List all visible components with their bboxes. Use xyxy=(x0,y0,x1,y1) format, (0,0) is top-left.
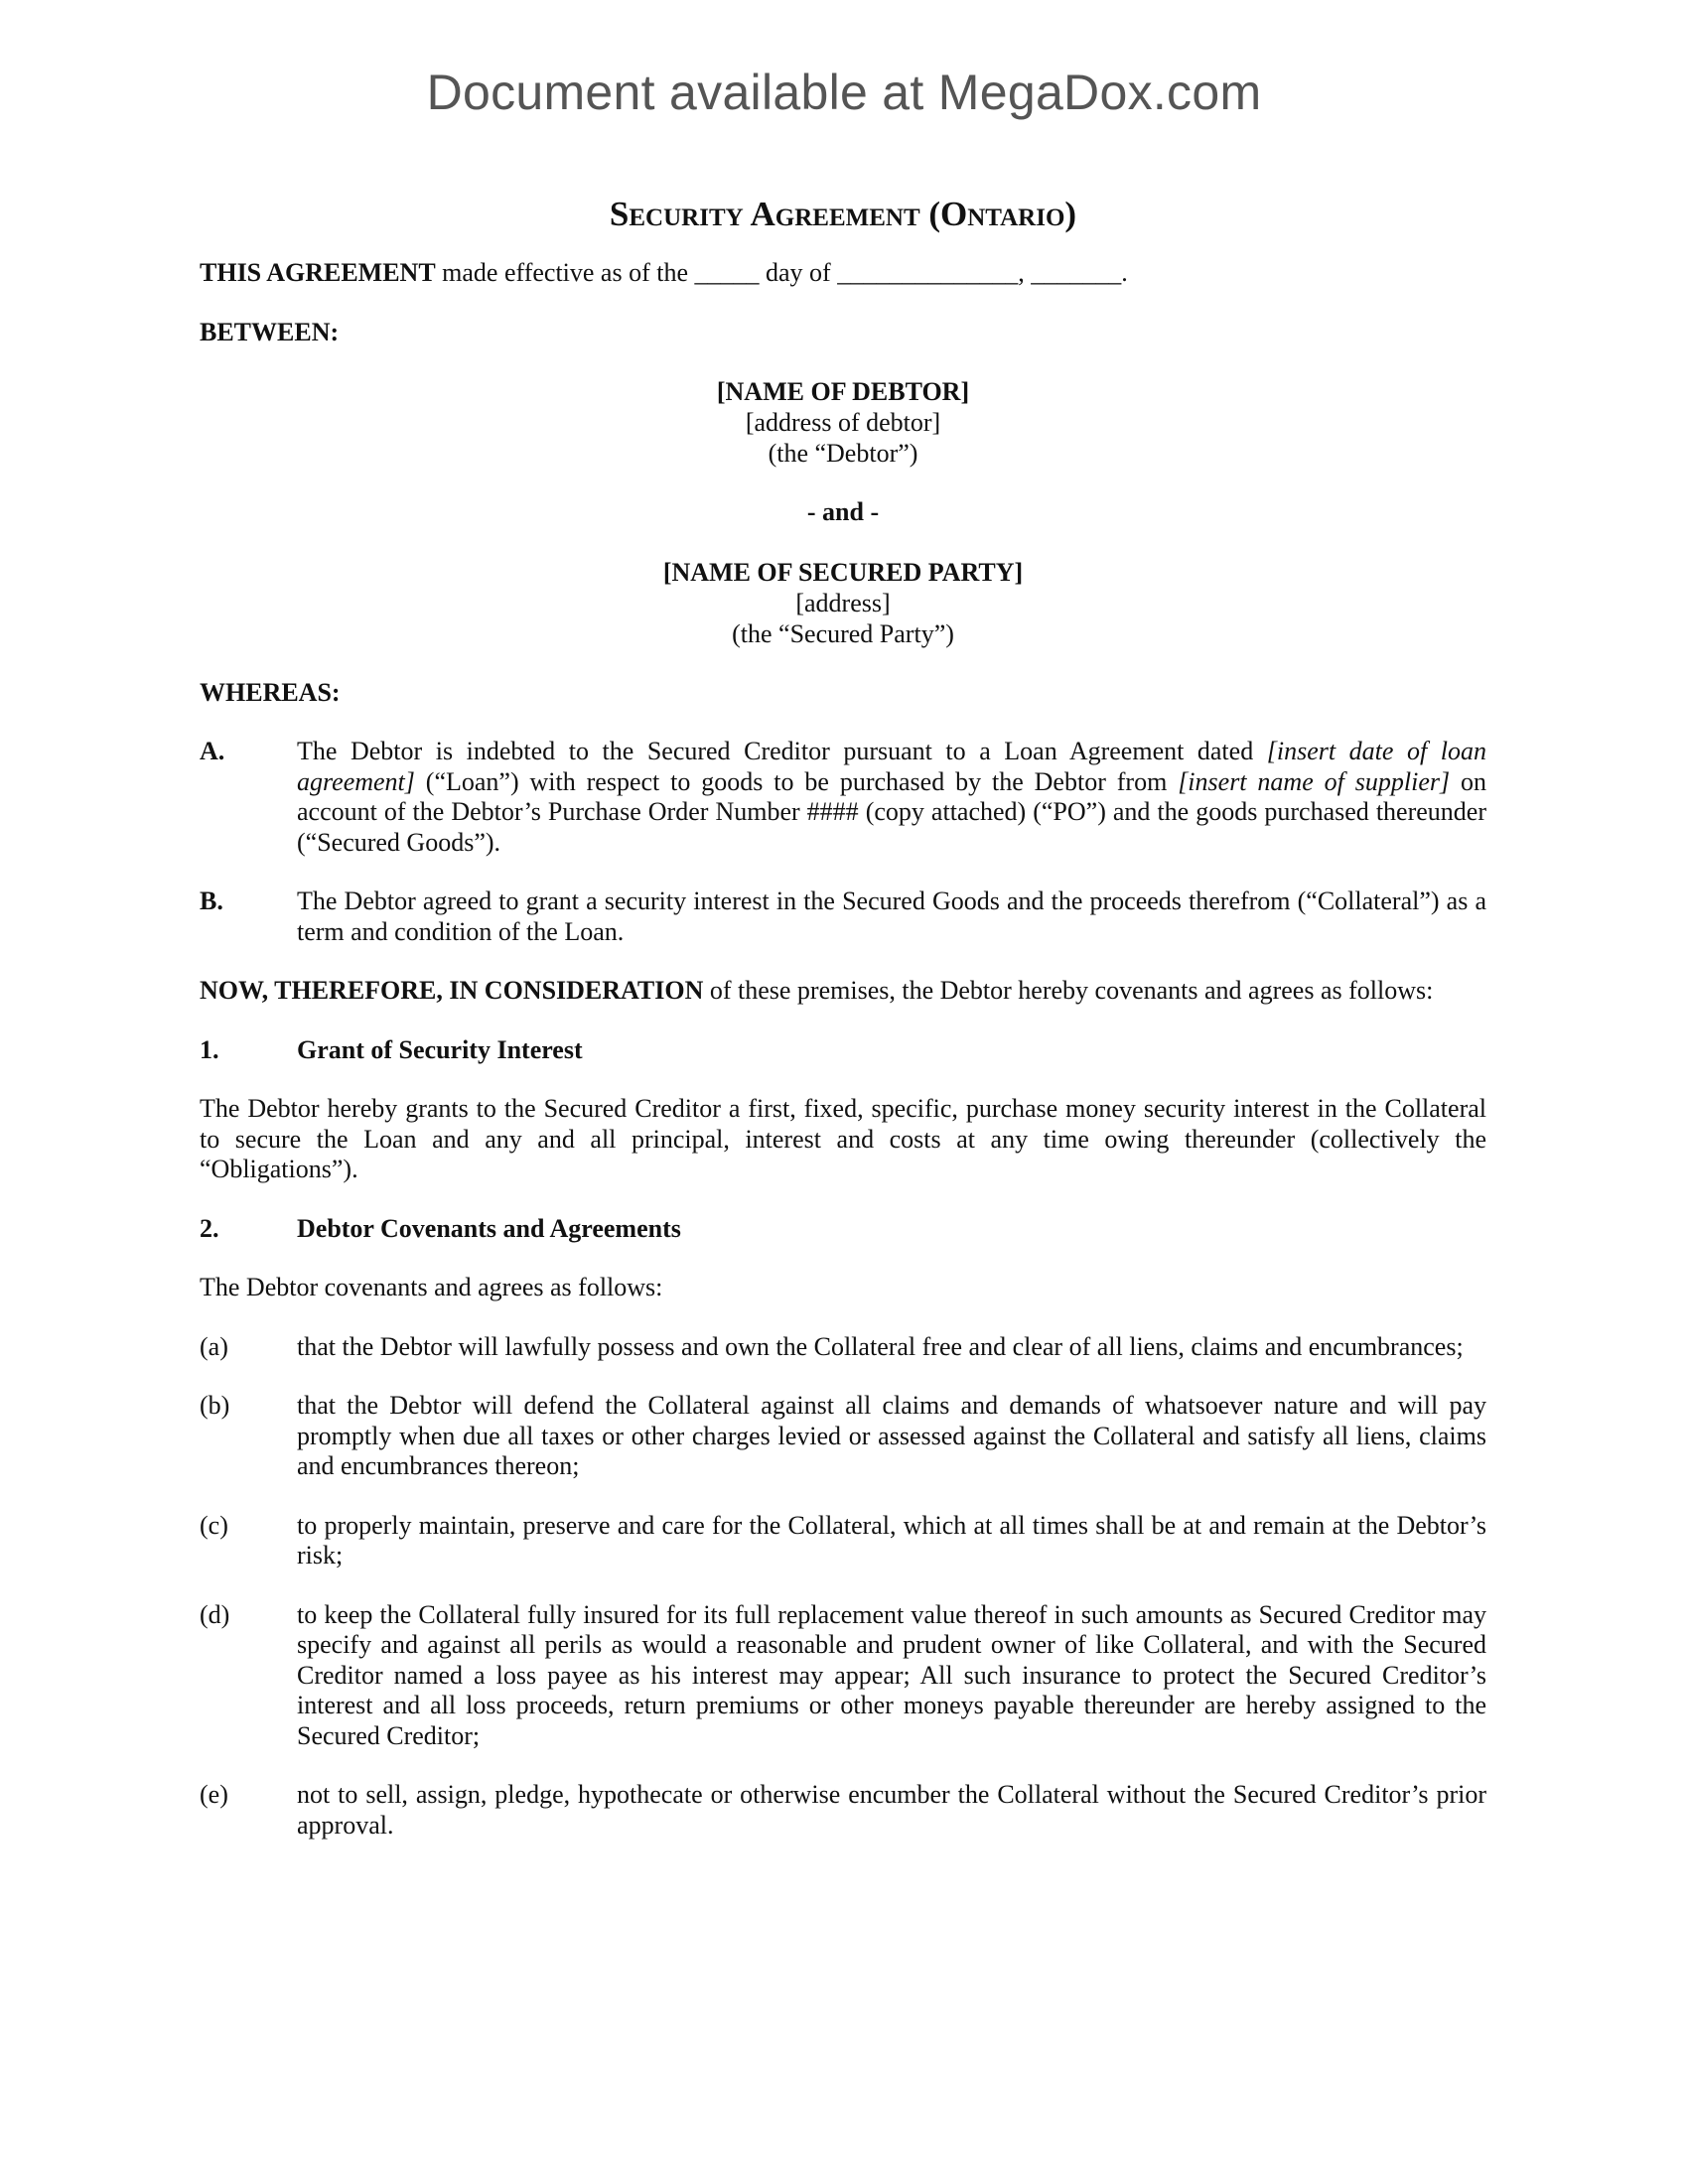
debtor-name: [NAME OF DEBTOR] xyxy=(716,377,970,406)
section-1-heading xyxy=(200,1035,1486,1066)
consideration-lead: NOW, THEREFORE, IN CONSIDERATION xyxy=(200,976,704,1005)
debtor-defined: (the “Debtor”) xyxy=(768,439,918,468)
covenant-item-a xyxy=(200,1332,1486,1363)
recital-number: A. xyxy=(200,737,225,765)
covenant-label: (d) xyxy=(200,1599,230,1629)
recital-a xyxy=(200,737,1486,858)
recital-b xyxy=(200,887,1486,947)
covenant-label: (a) xyxy=(200,1331,228,1361)
secured-party-address: [address] xyxy=(795,588,891,617)
document-page xyxy=(200,195,1486,1869)
covenant-item-b xyxy=(200,1391,1486,1482)
section-2-heading xyxy=(200,1214,1486,1245)
debtor-block xyxy=(200,376,1486,469)
recital-text: The Debtor agreed to grant a security interest in the Secured Goods and the proceeds therefrom (“Collateral”) as a term and condition of the Loan. xyxy=(297,887,1486,946)
consideration-clause xyxy=(200,976,1486,1007)
section-1-text: The Debtor hereby grants to the Secured Creditor a first, fixed, specific, purchase money security interest in the Collateral to secure the Loan and any and all principal, interest and costs at any time owing thereunder (collectively the “Obligations”). xyxy=(200,1094,1486,1183)
covenant-label: (b) xyxy=(200,1391,230,1420)
section-title: Grant of Security Interest xyxy=(297,1034,583,1064)
intro-rest: made effective as of the _____ day of ______________, _______. xyxy=(435,258,1128,287)
secured-party-block xyxy=(200,557,1486,649)
secured-party-name: [NAME OF SECURED PARTY] xyxy=(662,557,1024,587)
debtor-address: [address of debtor] xyxy=(745,408,941,437)
covenant-item-d xyxy=(200,1600,1486,1752)
secured-party-defined: (the “Secured Party”) xyxy=(732,618,954,648)
and-separator: - and - xyxy=(806,497,880,526)
covenant-text: not to sell, assign, pledge, hypothecate or otherwise encumber the Collateral without the Secured Creditor’s prior approval. xyxy=(297,1780,1486,1840)
recital-placeholder-supplier: [insert name of supplier] xyxy=(1178,766,1451,796)
section-title: Debtor Covenants and Agreements xyxy=(297,1213,681,1243)
consideration-rest: of these premises, the Debtor hereby covenants and agrees as follows: xyxy=(703,976,1434,1005)
covenant-text: that the Debtor will defend the Collateral against all claims and demands of whatsoever nature and will pay promptly when due all taxes or other charges levied or assessed against the Collateral and satisfy all liens, claims and encumbrances thereon; xyxy=(297,1391,1486,1480)
intro-lead: THIS AGREEMENT xyxy=(200,258,436,287)
covenant-label: (e) xyxy=(200,1780,228,1809)
recital-text-part: The Debtor is indebted to the Secured Creditor pursuant to a Loan Agreement dated xyxy=(297,737,1267,765)
document-title: Security Agreement (Ontario) xyxy=(609,195,1077,233)
whereas-label: WHEREAS: xyxy=(200,677,341,707)
recital-placeholder-date: [insert date of loan agreement] xyxy=(297,737,1486,796)
covenant-text: that the Debtor will lawfully possess and own the Collateral free and clear of all liens, claims and encumbrances; xyxy=(297,1331,1464,1361)
covenant-label: (c) xyxy=(200,1510,228,1540)
recital-text-part: (“Loan”) with respect to goods to be purchased by the Debtor from xyxy=(414,766,1179,796)
covenant-item-c xyxy=(200,1511,1486,1571)
between-label: BETWEEN: xyxy=(200,317,340,346)
recital-text xyxy=(297,737,1486,858)
recital-number: B. xyxy=(200,887,223,915)
covenant-text: to keep the Collateral fully insured for its full replacement value thereof in such amounts as Secured Creditor may specify and against all perils as would a reasonable and prudent owner of like Collateral, and with the Secured Creditor named a loss payee as his interest may appear; All such insurance to protect the Secured Creditor’s interest and all loss proceeds, return premiums or other moneys payable thereunder are hereby assigned to the Secured Creditor; xyxy=(297,1599,1486,1750)
covenant-item-e xyxy=(200,1780,1486,1841)
recital-text-part: on account of the Debtor’s Purchase Order Number #### (copy attached) (“PO”) and the goods purchased thereunder (“Secured Goods”). xyxy=(297,766,1486,857)
agreement-intro xyxy=(200,258,1486,289)
covenant-text: to properly maintain, preserve and care for the Collateral, which at all times shall be at and remain at the Debtor’s risk; xyxy=(297,1510,1486,1570)
section-number: 1. xyxy=(200,1034,219,1064)
watermark-banner: Document available at MegaDox.com xyxy=(426,65,1262,120)
section-2-intro: The Debtor covenants and agrees as follows: xyxy=(200,1273,663,1301)
section-number: 2. xyxy=(200,1213,219,1243)
